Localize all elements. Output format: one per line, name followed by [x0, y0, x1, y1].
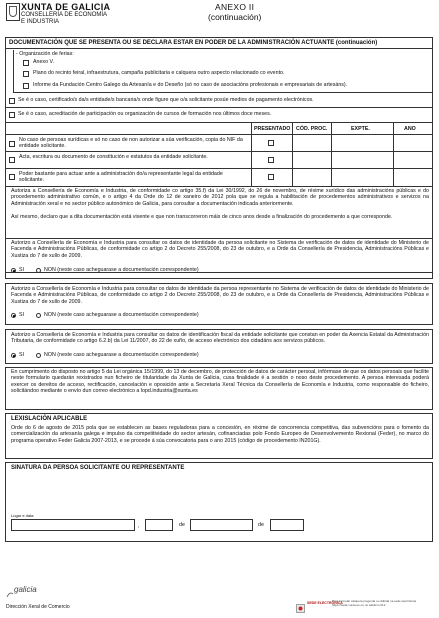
lopd-text: En cumprimento do disposto no artigo 5 da Lei orgánica 15/1999, do 13 de decembro, de protección de datos de carácter persoal, infórmase de que os datos persoais que facilite neste formulario quedarán rexistrados nun ficheiro de titularidade da Xunta de Galicia, cuxa finalidade é a xestión o noso deste procedemento. A persoa interesada poderá exercer os dereitos de acceso, rectificación, cancelación e oposición ante a Secretaría Xeral Técnica da Consellería de Economía e Industria, como responsable do ficheiro, solicitándoo mediante o envío dun correo electrónico a lopd.industria@xunta.es [11, 369, 429, 395]
sep-comma: , [138, 523, 140, 529]
row-acta-checkbox[interactable] [9, 157, 15, 163]
row-nif-checkbox[interactable] [9, 141, 15, 147]
col-presentado: PRESENTADO [254, 126, 291, 132]
informe-checkbox[interactable] [23, 83, 29, 89]
sep-de-1: de [179, 522, 185, 528]
lugar-input[interactable] [11, 519, 135, 531]
asimesmo-text: Así mesmo, declaro que a dita documentación está vixente e que non transcorreron máis de cinco anos desde a finalización do procedemento a que corresponde. [11, 214, 393, 220]
sede-label: SEDE ELECTRÓNICA [307, 601, 343, 605]
sede-text: Para formular calquera pregunta ou dúbida na sede electrónica https://sede.xunta.es ou no teléfono 012 [332, 599, 417, 607]
consent-1-non-label: NON (neste caso acheguarase a documentación correspondente) [44, 267, 199, 273]
informe-label: Informe da Fundación Centro Galego da Artesanía e do Deseño (só no caso de asociacións profesionais e empresariais de artesáns). [33, 82, 348, 88]
anexo-v-checkbox[interactable] [23, 60, 29, 66]
org-name: XUNTA DE GALICIA [21, 2, 111, 12]
anexo-v-label: Anexo V. [33, 59, 55, 65]
annex-subtitle: (continuación) [208, 12, 262, 22]
plano-label: Plano do recinto feiral, infraestrutura, campaña publicitaria e calquera outro aspecto relacionado co evento. [33, 70, 285, 76]
annex-title: ANEXO II [215, 2, 255, 12]
row-poder-checkbox[interactable] [9, 174, 15, 180]
acreditacion-label: Se é o caso, acreditación de participación ou organización de cursos de formación nos últimos doce meses. [18, 111, 272, 117]
consent-3-si-label: SI [19, 352, 25, 358]
consent-3-non-label: NON (neste caso acheguarase a documentación correspondente) [44, 352, 199, 358]
row-nif-presentado[interactable] [268, 140, 274, 146]
consent-1-si-radio[interactable] [11, 268, 16, 273]
lexislacion-title: LEXISLACIÓN APLICABLE [11, 416, 88, 422]
lexislacion-text: Orde do 6 de agosto de 2015 pola que se establecen as bases reguladoras para a concesión, en réxime de concorrencia competitiva, das subvencións para o fomento da comercialización da artesanía galega e impulso da competitividade do sector artesán, cofinanciadas polo Fondo Europeo de Desenvolvemento Rexional (Feder), no marco do programa operativo Feder Galicia 2007-2013, e se procede á súa convocatoria para o ano 2015 (código de procedemento IN201G). [11, 425, 429, 444]
year-input[interactable] [270, 519, 304, 531]
sinatura-title: SINATURA DA PERSOA SOLICITANTE OU REPRESENTANTE [11, 465, 185, 471]
org-ferias-label: - Organización de ferias: [16, 51, 74, 57]
col-expte: EXPTE. [351, 126, 370, 132]
plano-checkbox[interactable] [23, 71, 29, 77]
cert-bancaria-label: Se é o caso, certificado/s da/s entidade/s bancaria/s onde figure que o/a solicitante posúe medios de pagamento electrónicos. [18, 97, 314, 103]
xunta-logo-icon [6, 3, 20, 21]
consent-1-text: Autorizo a Consellería de Economía e Industria para consultar os datos de identidade da persoa solicitante no Sistema de verificación de datos de identidade do Ministerio de Facenda e Administracións Públicas, de conformidade co artigo 2 do Decreto 255/2008, do 23 de outubro, e a Orde da Consellería de Presidencia, Administracións Públicas e Xustiza do 7 de xullo de 2009. [11, 240, 429, 259]
consent-2-non-radio[interactable] [36, 313, 41, 318]
consent-2-non-label: NON (neste caso acheguarase a documentación correspondente) [44, 312, 199, 318]
org-dept: CONSELLERÍA DE ECONOMÍA E INDUSTRIA [21, 12, 107, 25]
lugar-data-label: Lugar e data [11, 513, 34, 518]
acreditacion-checkbox[interactable] [9, 112, 15, 118]
consent-1-non-radio[interactable] [36, 268, 41, 273]
consent-2-si-label: SI [19, 312, 25, 318]
direccion-label: Dirección Xeral de Comercio [6, 604, 70, 610]
consent-2-text: Autorizo a Consellería de Economía e Industria para consultar os datos de identidade da persoa representante no Sistema de verificación de datos de identidade do Ministerio de Facenda e Administracións Públicas, de conformidade co artigo 2 do Decreto 255/2008, do 23 de outubro, e a Orde da Consellería de Presidencia, Administracións Públicas e Xustiza do 7 de xullo de 2009. [11, 286, 429, 305]
sep-de-2: de [258, 522, 264, 528]
consent-3-text: Autorizo a Consellería de Economía e Industria para consultar os datos de identificación fiscal da entidade solicitante que constan en poder da Axencia Estatal da Administración Tributaria, de conformidade co artigo 6.2.b) da Lei 11/2007, do 22 de xuño, de acceso electrónico dos cidadáns aos servizos públicos. [11, 332, 429, 345]
documentation-title: DOCUMENTACIÓN QUE SE PRESENTA OU SE DECLARA ESTAR EN PODER DE LA ADMINISTRACIÓN ACTUANTE (continuación) [9, 40, 378, 46]
sede-icon [296, 600, 305, 609]
row-acta-presentado[interactable] [268, 157, 274, 163]
row-poder-label: Poder bastante para actuar ante a administración do/a representante legal da entidade solicitante. [19, 171, 223, 184]
col-cod-proc: CÓD. PROC. [296, 126, 328, 132]
cert-bancaria-checkbox[interactable] [9, 98, 15, 104]
row-acta-label: Acta, escritura ou documento de constitución e estatutos da entidade solicitante. [19, 154, 208, 160]
consent-2-si-radio[interactable] [11, 313, 16, 318]
autoriza-text: Autoriza a Consellería de Economía e Industria, de conformidade co artigo 35.f) da Lei 30/1992, do 26 de novembro, de réxime xurídico das administracións públicas e do procedemento administrativo común, e o artigo 4 da Orde do 12 de xaneiro de 2012 pola que se regula a habilitación de procedementos administrativos e servizos na Administración xeral e no sector público autonómico de Galicia, para consultar a documentación indicada anteriormente. [11, 188, 429, 207]
consent-1-si-label: SI [19, 267, 25, 273]
consent-3-si-radio[interactable] [11, 353, 16, 358]
consent-3-non-radio[interactable] [36, 353, 41, 358]
galicia-logo-icon [6, 586, 14, 594]
col-ano: ANO [404, 126, 416, 132]
month-input[interactable] [190, 519, 253, 531]
row-poder-presentado[interactable] [268, 174, 274, 180]
day-input[interactable] [145, 519, 173, 531]
galicia-wordmark: galicia [14, 585, 37, 594]
row-nif-label: No caso de persoas xurídicas e só no caso de non autorizar a súa verificación, copia do NIF da entidade solicitante. [19, 137, 243, 150]
